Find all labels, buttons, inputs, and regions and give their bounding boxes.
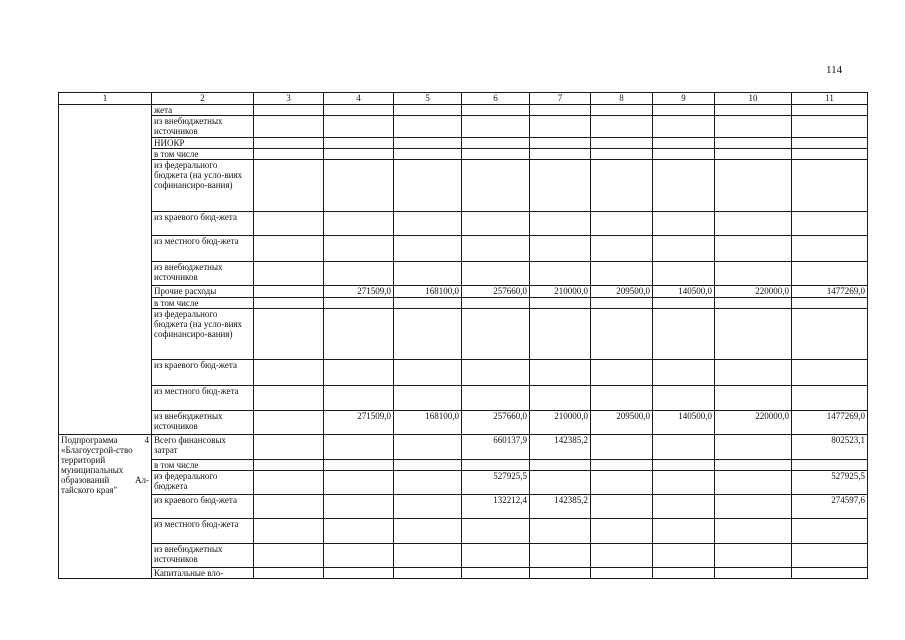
row-label: Всего финансовых затрат [152,435,254,460]
row-label: из краевого бюд-жета [152,495,254,519]
value-cell [394,262,462,286]
table-row [59,116,868,138]
value-cell: 168100,0 [394,411,462,435]
value-cell [394,138,462,149]
value-cell: 209500,0 [591,411,653,435]
value-cell [394,568,462,579]
value-cell [715,262,792,286]
value-cell [715,519,792,544]
value-cell [462,262,530,286]
header-row [59,93,868,105]
value-cell [254,544,324,568]
row-label: в том числе [152,298,254,309]
value-cell [653,544,715,568]
value-cell: 802523,1 [792,435,868,460]
value-cell [591,149,653,160]
value-cell [715,116,792,138]
value-cell [715,495,792,519]
row-label: из федерального бюджета (на усло-виях софинансиро-вания) [152,160,254,212]
value-cell: 271509,0 [324,411,394,435]
value-cell [324,568,394,579]
table-row [59,386,868,411]
value-cell [254,411,324,435]
value-cell [324,544,394,568]
value-cell [792,360,868,386]
value-cell [324,105,394,116]
value-cell [715,568,792,579]
value-cell [792,519,868,544]
value-cell [653,212,715,236]
row-label: в том числе [152,460,254,471]
value-cell [394,160,462,212]
value-cell: 1477269,0 [792,411,868,435]
value-cell [591,519,653,544]
value-cell [394,116,462,138]
value-cell [254,519,324,544]
value-cell [792,298,868,309]
row-label: из федерального бюджета [152,471,254,495]
header-cell-5: 5 [394,93,462,105]
value-cell [254,116,324,138]
budget-table [58,92,868,579]
value-cell [324,298,394,309]
value-cell [530,138,591,149]
value-cell [530,298,591,309]
value-cell [653,386,715,411]
value-cell [324,360,394,386]
value-cell [254,309,324,360]
value-cell [653,471,715,495]
value-cell [530,236,591,262]
table-row [59,435,868,460]
row-label: из местного бюд-жета [152,386,254,411]
value-cell: 220000,0 [715,411,792,435]
value-cell [591,160,653,212]
row-label: из внебюджетных источников [152,411,254,435]
value-cell [254,435,324,460]
value-cell [792,309,868,360]
value-cell [394,360,462,386]
value-cell [591,495,653,519]
value-cell [591,360,653,386]
value-cell [254,149,324,160]
value-cell [792,236,868,262]
table-row [59,471,868,495]
value-cell [653,360,715,386]
value-cell [653,262,715,286]
value-cell [792,386,868,411]
value-cell [715,149,792,160]
value-cell [394,309,462,360]
value-cell: 132212,4 [462,495,530,519]
value-cell [394,105,462,116]
value-cell [324,138,394,149]
table-row [59,236,868,262]
value-cell [394,236,462,262]
value-cell [462,298,530,309]
value-cell [324,149,394,160]
value-cell [653,568,715,579]
value-cell [715,160,792,212]
value-cell [591,116,653,138]
value-cell [324,236,394,262]
value-cell [530,149,591,160]
value-cell [324,212,394,236]
value-cell [715,386,792,411]
value-cell: 140500,0 [653,411,715,435]
value-cell [394,471,462,495]
value-cell [715,212,792,236]
value-cell [530,471,591,495]
value-cell [653,435,715,460]
table-row [59,149,868,160]
value-cell [792,138,868,149]
value-cell [254,105,324,116]
value-cell [254,460,324,471]
table-row [59,519,868,544]
value-cell [394,149,462,160]
value-cell [715,236,792,262]
value-cell [462,116,530,138]
header-cell-4: 4 [324,93,394,105]
row-label: из федерального бюджета (на усло-виях софинансиро-вания) [152,309,254,360]
value-cell [792,160,868,212]
value-cell [591,212,653,236]
value-cell [591,262,653,286]
value-cell [462,568,530,579]
value-cell [715,360,792,386]
table-row [59,262,868,286]
value-cell [462,360,530,386]
row-label: Капитальные вло- [152,568,254,579]
header-cell-11: 11 [792,93,868,105]
value-cell [324,160,394,212]
value-cell [462,309,530,360]
value-cell [715,544,792,568]
value-cell [715,471,792,495]
value-cell [591,435,653,460]
value-cell [591,544,653,568]
value-cell [394,435,462,460]
value-cell: 209500,0 [591,286,653,298]
value-cell [324,386,394,411]
value-cell [530,460,591,471]
value-cell [715,460,792,471]
table-row [59,495,868,519]
value-cell [254,298,324,309]
value-cell [462,519,530,544]
value-cell [324,495,394,519]
value-cell [462,138,530,149]
value-cell [530,105,591,116]
value-cell [394,212,462,236]
table-row [59,298,868,309]
value-cell [254,212,324,236]
value-cell [254,360,324,386]
value-cell [792,262,868,286]
table-row [59,460,868,471]
value-cell [324,471,394,495]
value-cell [254,471,324,495]
table-row [59,160,868,212]
row-label: НИОКР [152,138,254,149]
value-cell: 527925,5 [792,471,868,495]
value-cell [394,495,462,519]
value-cell: 210000,0 [530,286,591,298]
value-cell [591,471,653,495]
value-cell: 271509,0 [324,286,394,298]
value-cell [462,236,530,262]
header-cell-10: 10 [715,93,792,105]
table-body [59,93,868,579]
value-cell [254,286,324,298]
value-cell [653,138,715,149]
value-cell [530,519,591,544]
value-cell [530,262,591,286]
row-label: из внебюджетных источников [152,262,254,286]
table-row [59,212,868,236]
value-cell [530,116,591,138]
value-cell [530,568,591,579]
value-cell [591,309,653,360]
value-cell [792,460,868,471]
value-cell [530,309,591,360]
value-cell: 142385,2 [530,495,591,519]
value-cell: 210000,0 [530,411,591,435]
header-cell-6: 6 [462,93,530,105]
value-cell [653,460,715,471]
value-cell [653,116,715,138]
value-cell [591,138,653,149]
value-cell [254,160,324,212]
value-cell [324,262,394,286]
value-cell: 257660,0 [462,411,530,435]
value-cell [715,298,792,309]
value-cell [462,105,530,116]
value-cell [591,460,653,471]
value-cell [462,460,530,471]
value-cell [394,298,462,309]
value-cell [254,386,324,411]
value-cell [792,568,868,579]
value-cell [792,212,868,236]
header-cell-7: 7 [530,93,591,105]
value-cell [591,298,653,309]
value-cell [653,495,715,519]
program-cell [59,105,152,435]
value-cell: 527925,5 [462,471,530,495]
table-row [59,105,868,116]
value-cell [792,149,868,160]
value-cell [653,105,715,116]
row-label: Прочие расходы [152,286,254,298]
value-cell [591,236,653,262]
header-cell-3: 3 [254,93,324,105]
subprogram-cell: Подпрограмма 4 «Благоустрой-ство территорий муниципальных образований Ал-тайского края" [59,435,152,579]
row-label: в том числе [152,149,254,160]
value-cell [591,568,653,579]
value-cell [254,568,324,579]
value-cell [462,149,530,160]
value-cell: 142385,2 [530,435,591,460]
value-cell: 168100,0 [394,286,462,298]
value-cell [715,435,792,460]
value-cell: 1477269,0 [792,286,868,298]
value-cell [462,386,530,411]
value-cell [394,460,462,471]
value-cell [462,212,530,236]
header-cell-1: 1 [59,93,152,105]
value-cell [394,519,462,544]
value-cell [792,544,868,568]
value-cell: 140500,0 [653,286,715,298]
value-cell [254,262,324,286]
value-cell: 660137,9 [462,435,530,460]
table-row [59,286,868,298]
value-cell [324,460,394,471]
value-cell [530,212,591,236]
value-cell [653,309,715,360]
value-cell [792,105,868,116]
header-cell-9: 9 [653,93,715,105]
value-cell [394,386,462,411]
value-cell: 274597,6 [792,495,868,519]
value-cell [591,386,653,411]
table-row [59,138,868,149]
value-cell [254,138,324,149]
row-label: из местного бюд-жета [152,236,254,262]
header-cell-8: 8 [591,93,653,105]
table-row [59,360,868,386]
header-cell-2: 2 [152,93,254,105]
row-label: из краевого бюд-жета [152,212,254,236]
value-cell [254,495,324,519]
value-cell [715,309,792,360]
value-cell [324,435,394,460]
value-cell [530,544,591,568]
row-label: из внебюджетных источников [152,544,254,568]
value-cell [715,105,792,116]
value-cell [462,544,530,568]
table-row [59,411,868,435]
value-cell [653,160,715,212]
value-cell [715,138,792,149]
value-cell [254,236,324,262]
table-row [59,568,868,579]
value-cell [653,519,715,544]
value-cell [324,309,394,360]
row-label: из внебюджетных источников [152,116,254,138]
value-cell [591,105,653,116]
row-label: из местного бюд-жета [152,519,254,544]
value-cell [530,360,591,386]
value-cell [653,236,715,262]
value-cell [653,149,715,160]
value-cell [324,519,394,544]
value-cell [324,116,394,138]
row-label: жета [152,105,254,116]
table-row [59,309,868,360]
value-cell: 257660,0 [462,286,530,298]
page-number: 114 [826,64,843,76]
value-cell [530,160,591,212]
value-cell [462,160,530,212]
value-cell [530,386,591,411]
value-cell: 220000,0 [715,286,792,298]
value-cell [792,116,868,138]
table-row [59,544,868,568]
value-cell [653,298,715,309]
row-label: из краевого бюд-жета [152,360,254,386]
value-cell [394,544,462,568]
